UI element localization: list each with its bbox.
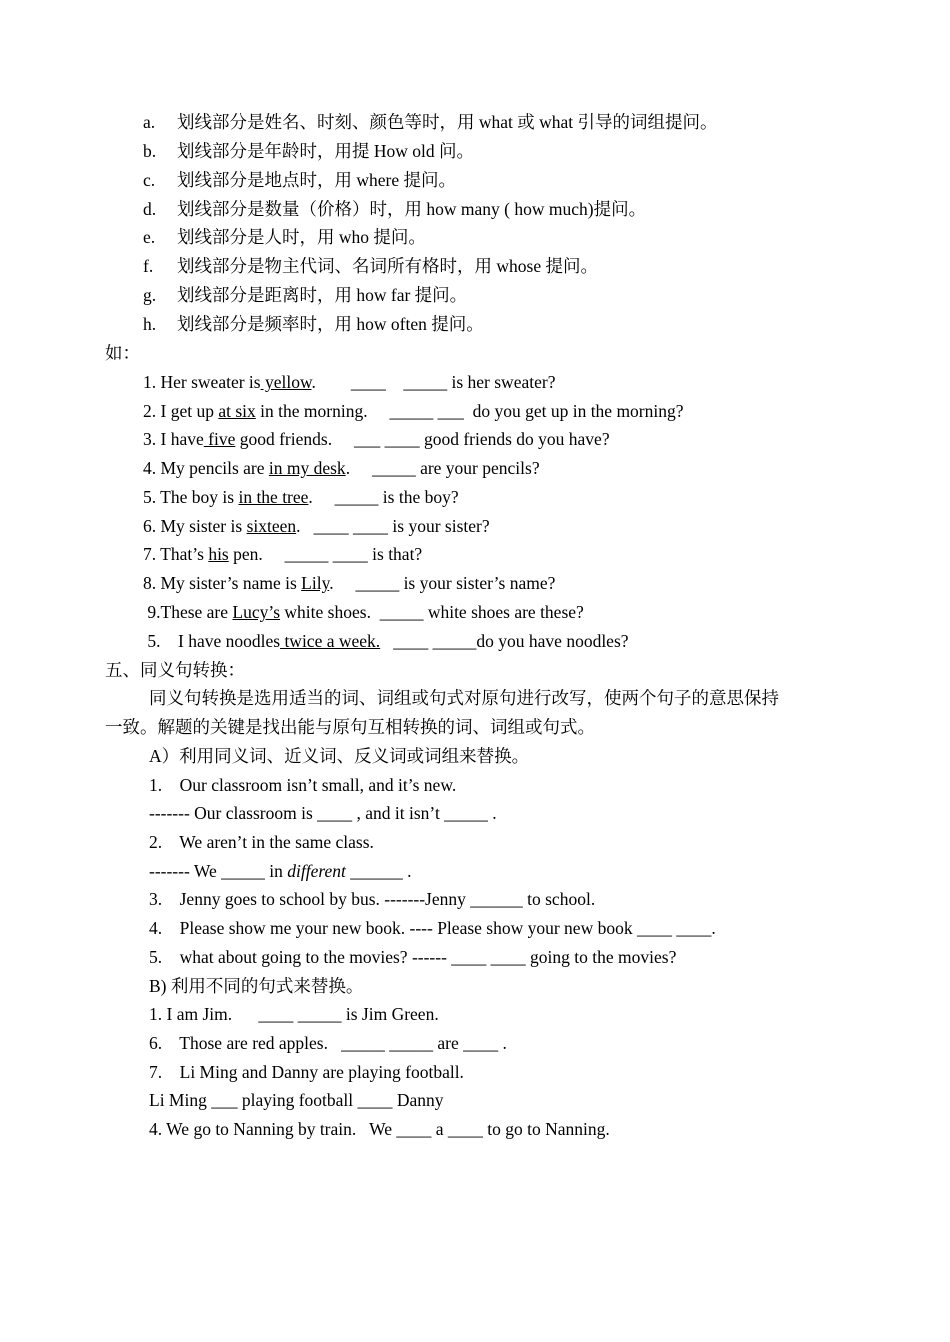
rule-a bbox=[143, 111, 718, 133]
exercise-a1-answer: ------- Our classroom is ____ , and it isn’t _____ . bbox=[149, 803, 497, 823]
exercise-a1: 1. Our classroom isn’t small, and it’s new. bbox=[149, 775, 457, 795]
section-title: 五、同义句转换： bbox=[105, 660, 245, 680]
rule-label: d. bbox=[143, 199, 157, 219]
rule-h bbox=[143, 313, 484, 335]
rule-label: a. bbox=[143, 112, 156, 132]
exercise-b7-answer: Li Ming ___ playing football ____ Danny bbox=[149, 1090, 444, 1110]
example-item: 2. I get up at six in the morning. _____ ___ do you get up in the morning? bbox=[143, 401, 684, 421]
exercise-a3: 3. Jenny goes to school by bus. -------Jenny ______ to school. bbox=[149, 889, 596, 909]
example-item: 5. I have noodles twice a week. ____ _____do you have noodles? bbox=[143, 631, 629, 651]
example-item: 1. Her sweater is yellow. ____ _____ is her sweater? bbox=[143, 372, 556, 392]
rule-g bbox=[143, 284, 467, 306]
exercise-b6: 6. Those are red apples. _____ _____ are ____ . bbox=[149, 1033, 507, 1053]
example-item: 4. My pencils are in my desk. _____ are your pencils? bbox=[143, 458, 540, 478]
rule-e bbox=[143, 226, 426, 248]
rule-text: 划线部分是频率时，用 how often 提问。 bbox=[177, 314, 484, 334]
section-intro-line1: 同义句转换是选用适当的词、词组或句式对原句进行改写，使两个句子的意思保持 bbox=[149, 688, 779, 708]
example-item: 9.These are Lucy’s white shoes. _____ white shoes are these? bbox=[143, 602, 584, 622]
rule-text: 划线部分是地点时，用 where 提问。 bbox=[177, 170, 456, 190]
exercise-a4: 4. Please show me your new book. ---- Please show your new book ____ ____. bbox=[149, 918, 716, 938]
rule-text: 划线部分是物主代词、名词所有格时，用 whose 提问。 bbox=[177, 256, 598, 276]
exercise-b4: 4. We go to Nanning by train. We ____ a ____ to go to Nanning. bbox=[149, 1119, 610, 1139]
rule-f bbox=[143, 255, 598, 277]
rule-b bbox=[143, 140, 474, 162]
example-item: 6. My sister is sixteen. ____ ____ is your sister? bbox=[143, 516, 490, 536]
example-item: 5. The boy is in the tree. _____ is the boy? bbox=[143, 487, 459, 507]
rule-label: h. bbox=[143, 314, 157, 334]
example-heading: 如： bbox=[105, 343, 140, 363]
example-item: 8. My sister’s name is Lily. _____ is your sister’s name? bbox=[143, 573, 556, 593]
part-a-heading: A）利用同义词、近义词、反义词或词组来替换。 bbox=[149, 746, 530, 766]
example-item: 3. I have five good friends. ___ ____ good friends do you have? bbox=[143, 429, 610, 449]
section-intro-line2: 一致。解题的关键是找出能与原句互相转换的词、词组或句式。 bbox=[105, 717, 595, 737]
rule-label: f. bbox=[143, 256, 154, 276]
part-b-heading: B) 利用不同的句式来替换。 bbox=[149, 976, 364, 996]
exercise-a5: 5. what about going to the movies? ------ ____ ____ going to the movies? bbox=[149, 947, 677, 967]
rule-text: 划线部分是数量（价格）时，用 how many ( how much)提问。 bbox=[177, 199, 647, 219]
exercise-b7: 7. Li Ming and Danny are playing football. bbox=[149, 1062, 464, 1082]
rule-label: b. bbox=[143, 141, 157, 161]
rule-label: e. bbox=[143, 227, 156, 247]
rule-text: 划线部分是人时，用 who 提问。 bbox=[177, 227, 426, 247]
exercise-b1: 1. I am Jim. ____ _____ is Jim Green. bbox=[149, 1004, 439, 1024]
rule-label: g. bbox=[143, 285, 157, 305]
rule-c bbox=[143, 169, 456, 191]
example-item: 7. That’s his pen. _____ ____ is that? bbox=[143, 544, 423, 564]
exercise-a2-answer: ------- We _____ in different ______ . bbox=[149, 861, 412, 881]
rule-d bbox=[143, 198, 646, 220]
rule-text: 划线部分是年龄时，用提 How old 问。 bbox=[177, 141, 475, 161]
rule-text: 划线部分是姓名、时刻、颜色等时，用 what 或 what 引导的词组提问。 bbox=[177, 112, 718, 132]
rule-text: 划线部分是距离时，用 how far 提问。 bbox=[177, 285, 468, 305]
exercise-a2: 2. We aren’t in the same class. bbox=[149, 832, 374, 852]
rule-label: c. bbox=[143, 170, 156, 190]
